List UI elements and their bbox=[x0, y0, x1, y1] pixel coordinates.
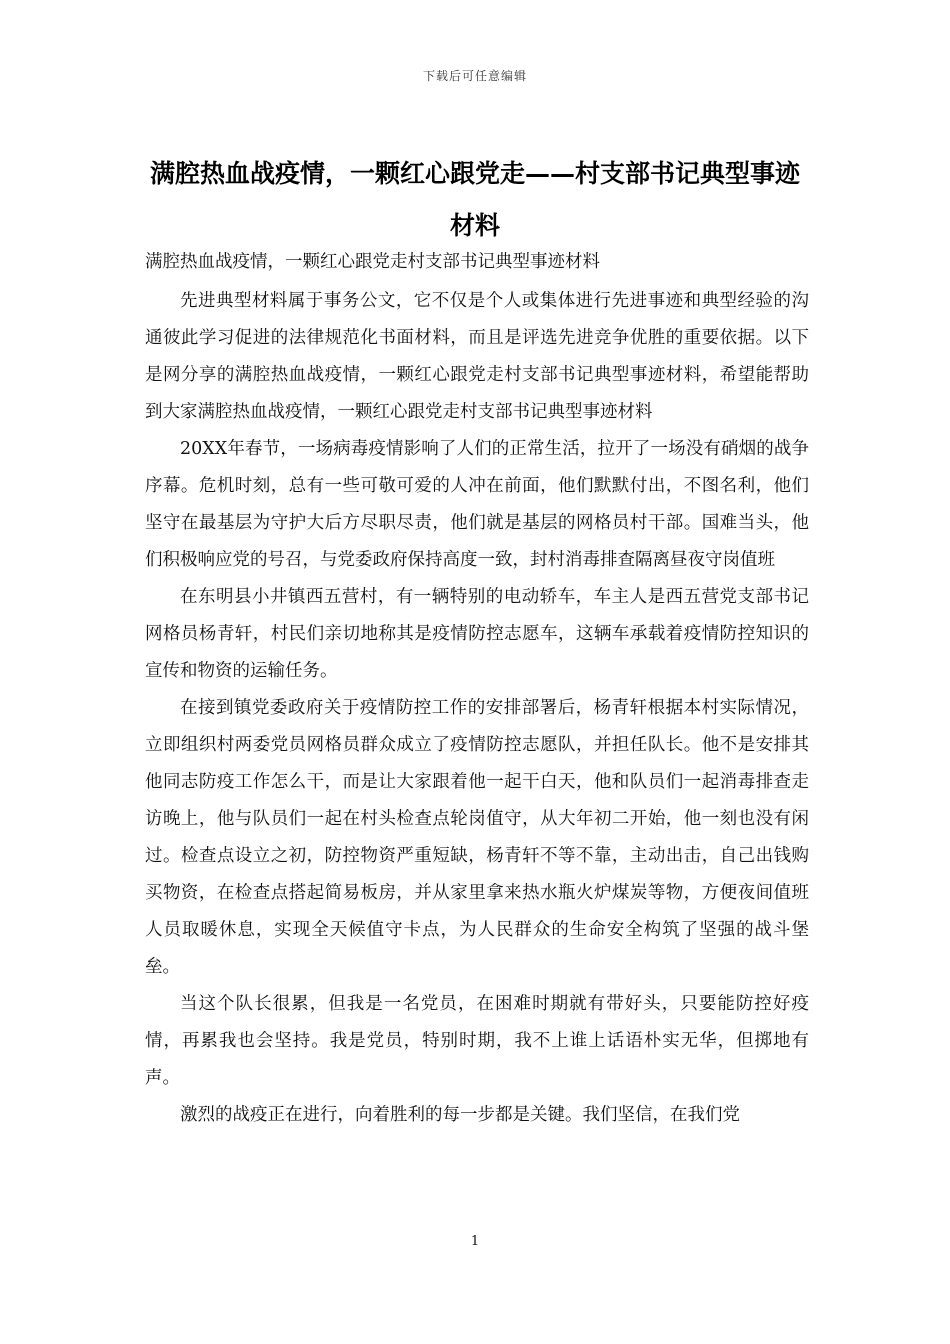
body-paragraph: 当这个队长很累，但我是一名党员，在困难时期就有带好头，只要能防控好疫情，再累我也会坚持。我是党员，特别时期，我不上谁上话语朴实无华，但掷地有声。 bbox=[145, 994, 809, 1088]
body-paragraph: 先进典型材料属于事务公文，它不仅是个人或集体进行先进事迹和典型经验的沟通彼此学习促进的法律规范化书面材料，而且是评选先进竞争优胜的重要依据。以下是网分享的满腔热血战疫情，一颗红心跟党走村支部书记典型事迹材料，希望能帮助到大家满腔热血战疫情，一颗红心跟党走村支部书记典型事迹材料 bbox=[145, 291, 809, 422]
body-paragraph: 20XX年春节，一场病毒疫情影响了人们的正常生活，拉开了一场没有硝烟的战争序幕。危机时刻，总有一些可敬可爱的人冲在前面，他们默默付出，不图名利，他们坚守在最基层为守护大后方尽职尽责，他们就是基层的网格员村干部。国难当头，他们积极响应党的号召，与党委政府保持高度一致，封村消毒排查隔离昼夜守岗值班 bbox=[145, 439, 809, 570]
body-paragraph: 在东明县小井镇西五营村，有一辆特别的电动轿车，车主人是西五营党支部书记网格员杨青轩，村民们亲切地称其是疫情防控志愿车，这辆车承载着疫情防控知识的宣传和物资的运输任务。 bbox=[145, 587, 809, 681]
document-title: 满腔热血战疫情，一颗红心跟党走——村支部书记典型事迹材料 bbox=[149, 159, 800, 240]
body-paragraph: 在接到镇党委政府关于疫情防控工作的安排部署后，杨青轩根据本村实际情况，立即组织村两委党员网格员群众成立了疫情防控志愿队，并担任队长。他不是安排其他同志防疫工作怎么干，而是让大家跟着他一起干白天，他和队员们一起消毒排查走访晚上，他与队员们一起在村头检查点轮岗值守，从大年初二开始，他一刻也没有闲过。检查点设立之初，防控物资严重短缺，杨青轩不等不靠，主动出击，自己出钱购买物资，在检查点搭起简易板房，并从家里拿来热水瓶火炉煤炭等物，方便夜间值班人员取暖休息，实现全天候值守卡点，为人民群众的生命安全构筑了坚强的战斗堡垒。 bbox=[145, 698, 809, 977]
subtitle-paragraph: 满腔热血战疫情，一颗红心跟党走村支部书记典型事迹材料 bbox=[145, 252, 600, 272]
document-body bbox=[145, 244, 809, 1134]
header-note: 下载后可任意编辑 bbox=[422, 69, 527, 83]
body-paragraph: 激烈的战疫正在进行，向着胜利的每一步都是关键。我们坚信，在我们党 bbox=[180, 1105, 740, 1125]
page-number: 1 bbox=[470, 1234, 480, 1249]
